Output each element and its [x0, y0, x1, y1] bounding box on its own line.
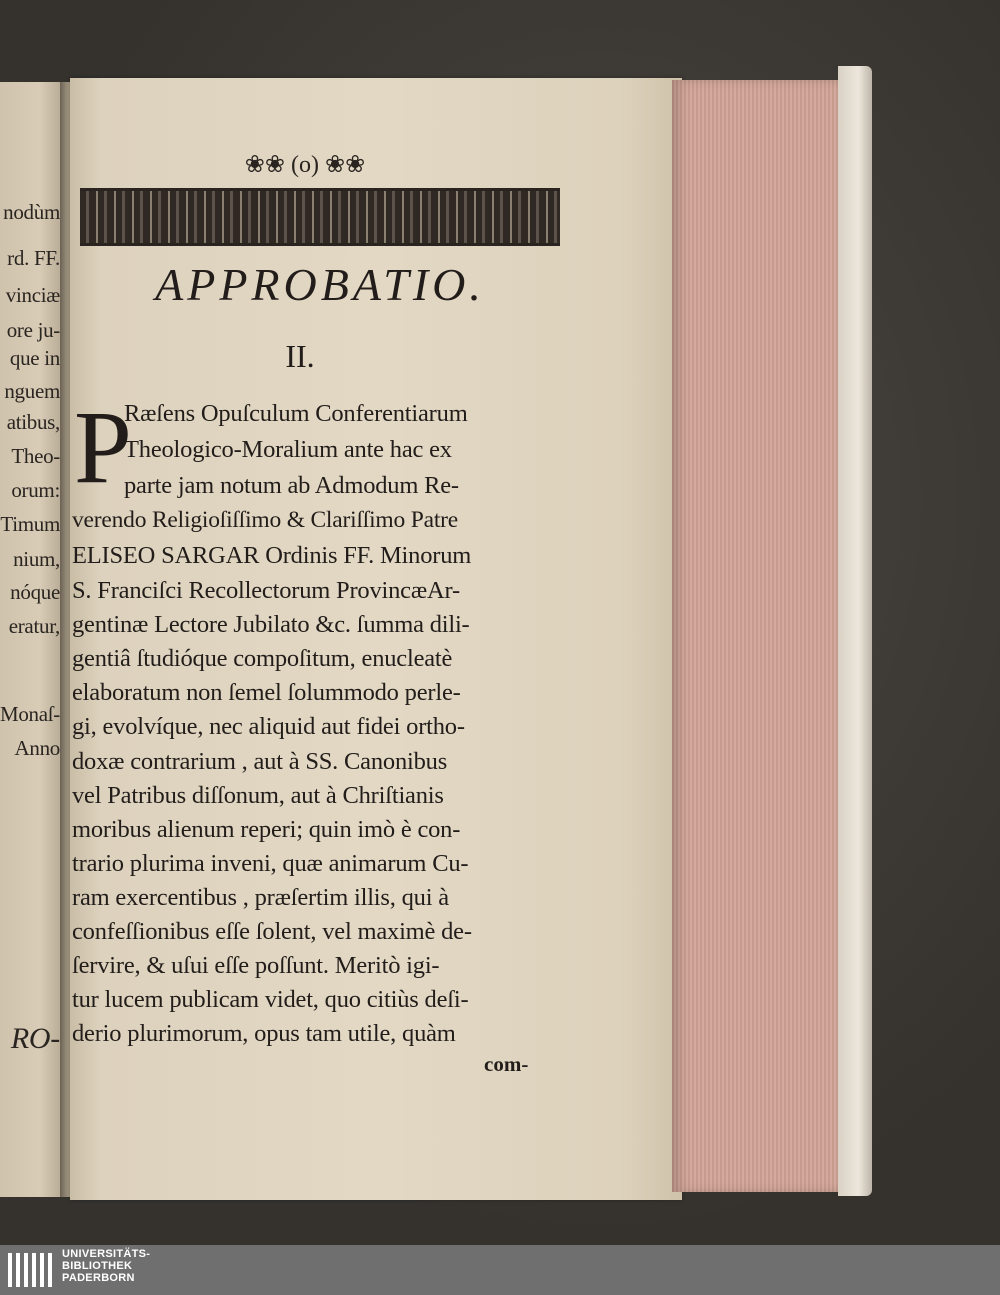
section-number: II.: [285, 338, 315, 374]
page-heading: APPROBATIO.: [155, 259, 485, 310]
left-page-line: nóque: [10, 580, 60, 604]
left-page-line: Monaſ-: [0, 702, 60, 726]
left-page-line: nium,: [13, 547, 60, 571]
page-number: ❀❀ (o) ❀❀: [244, 152, 366, 178]
book-cover-edge: [838, 66, 872, 1196]
left-page-line: orum:: [11, 478, 60, 502]
left-page-line: nguem: [4, 379, 60, 403]
drop-cap: P: [74, 390, 132, 505]
left-page-line: que in: [9, 346, 60, 370]
body-line: gentinæ Lectore Jubilato &c. ſumma dili-: [72, 611, 470, 638]
body-line: Ræſens Opuſculum Conferentiarum: [124, 400, 468, 427]
decorative-border: [80, 188, 560, 246]
body-line: tur lucem publicam videt, quo citiùs deſi-: [72, 986, 469, 1013]
library-footer: [0, 1245, 1000, 1295]
left-page-line: rd. FF.: [7, 246, 60, 270]
body-line: ram exercentibus , præſertim illis, qui à: [72, 884, 449, 911]
body-line: vel Patribus diſſonum, aut à Chriſtianis: [72, 782, 444, 809]
body-line: confeſſionibus eſſe ſolent, vel maximè de-: [72, 918, 472, 945]
logo-line: BIBLIOTHEK: [62, 1260, 133, 1272]
logo-line: PADERBORN: [62, 1272, 135, 1284]
body-line: doxæ contrarium , aut à SS. Canonibus: [72, 748, 448, 775]
left-page-line: eratur,: [8, 614, 60, 638]
body-line: derio plurimorum, opus tam utile, quàm: [72, 1020, 456, 1047]
body-line: S. Franciſci Recollectorum ProvincæAr-: [72, 577, 460, 604]
body-line: moribus alienum reperi; quin imò è con-: [72, 816, 461, 843]
body-line: ſervire, & uſui eſſe poſſunt. Meritò igi-: [72, 952, 440, 979]
body-line: ELISEO SARGAR Ordinis FF. Minorum: [72, 542, 472, 569]
body-line: verendo Religioſiſſimo & Clariſſimo Patre: [72, 507, 459, 533]
left-page-line: ore ju-: [6, 318, 60, 342]
left-page-line: vinciæ: [5, 283, 60, 307]
left-page-line: Timum: [0, 512, 60, 536]
left-page-line: nodùm: [3, 200, 60, 224]
left-page-line: Theo-: [11, 444, 60, 468]
body-line: gi, evolvíque, nec aliquid aut fidei ortho-: [72, 713, 465, 740]
logo-line: UNIVERSITÄTS-: [62, 1248, 151, 1260]
left-page-line: atibus,: [6, 410, 60, 434]
body-line: elaboratum non ſemel ſolummodo perle-: [72, 679, 461, 706]
left-page-line: RO-: [10, 1022, 60, 1055]
catchword: com-: [484, 1052, 529, 1076]
body-line: Theologico-Moralium ante hac ex: [124, 436, 452, 463]
left-page: [0, 82, 66, 1197]
library-logo-text: [62, 1248, 150, 1284]
body-line: parte jam notum ab Admodum Re-: [124, 472, 459, 499]
left-page-line: Anno: [14, 736, 60, 760]
page-edges: [672, 80, 844, 1192]
body-line: trario plurima inveni, quæ animarum Cu-: [72, 850, 469, 877]
body-line: gentiâ ſtudióque compoſitum, enucleatè: [72, 645, 453, 672]
